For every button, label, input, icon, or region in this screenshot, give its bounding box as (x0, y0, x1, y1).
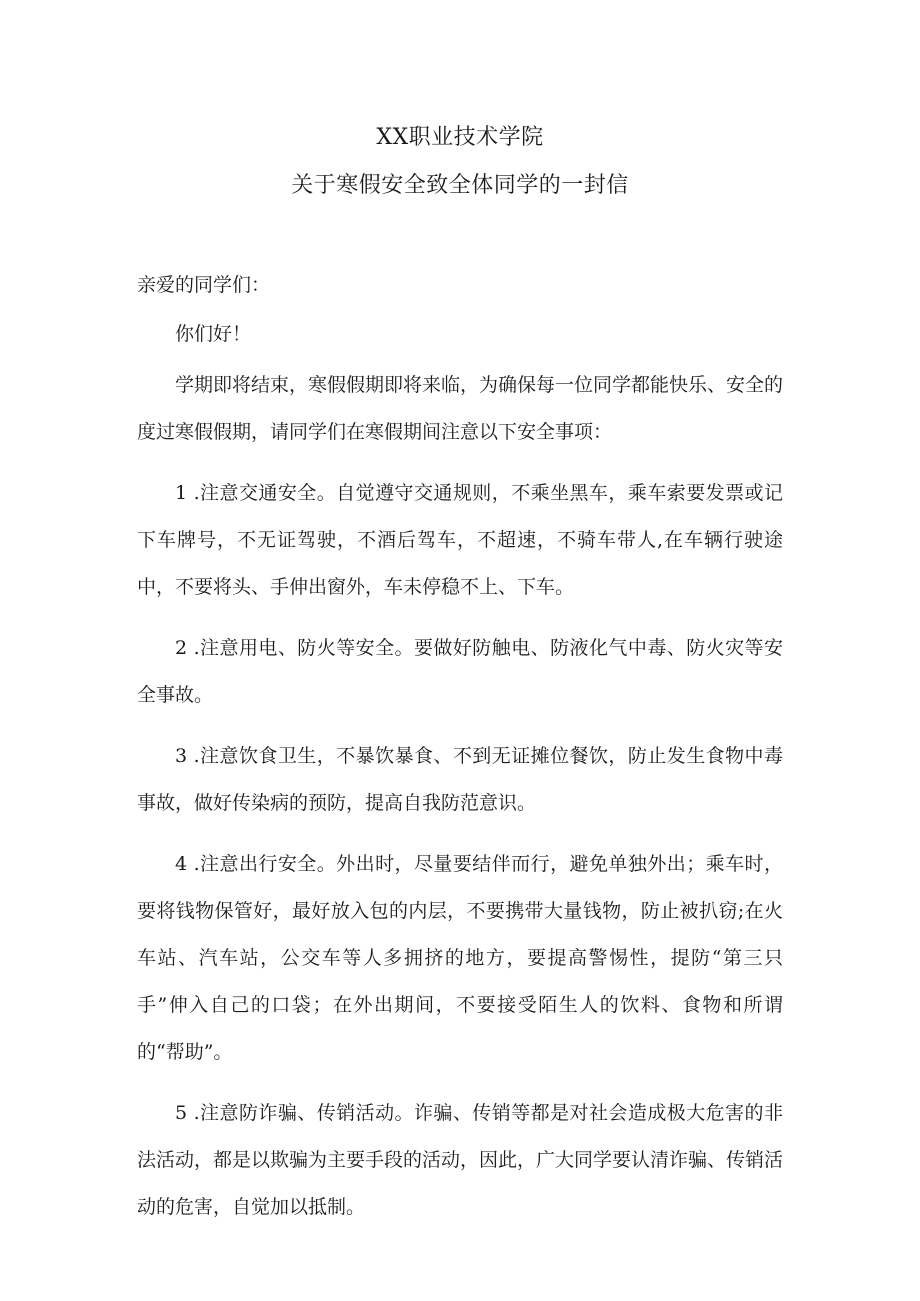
greeting: 你们好！ (175, 323, 252, 345)
safety-item-3: 3 .注意饮食卫生，不暴饮暴食、不到无证摊位餐饮，防止发生食物中毒事故，做好传染病的预防，提高自我防范意识。 (137, 745, 783, 814)
salutation: 亲爱的同学们： (137, 274, 271, 296)
intro-paragraph: 学期即将结束，寒假假期即将来临，为确保每一位同学都能快乐、安全的度过寒假假期，请同学们在寒假期间注意以下安全事项： (137, 374, 784, 443)
document-subtitle: 关于寒假安全致全体同学的一封信 (291, 173, 629, 198)
document-title: XX职业技术学院 (376, 125, 544, 150)
safety-item-2: 2 .注意用电、防火等安全。要做好防触电、防液化气中毒、防火灾等安全事故。 (137, 637, 783, 706)
safety-item-5: 5 .注意防诈骗、传销活动。诈骗、传销等都是对社会造成极大危害的非法活动，都是以欺骗为主要手段的活动，因此，广大同学要认清诈骗、传销活动的危害，自觉加以抵制。 (137, 1102, 784, 1218)
letter-body (137, 262, 783, 1245)
safety-item-4: 4 .注意出行安全。外出时，尽量要结伴而行，避免单独外出；乘车时，要将钱物保管好，最好放入包的内层，不要携带大量钱物，防止被扒窃;在火车站、汽车站，公交车等人多拥挤的地方，要提高警惕性，提防“第三只手”伸入自己的口袋；在外出期间，不要接受陌生人的饮料、食物和所谓的“帮助”。 (137, 853, 783, 1063)
safety-item-1: 1 .注意交通安全。自觉遵守交通规则，不乘坐黑车，乘车索要发票或记下车牌号，不无证驾驶，不酒后驾车，不超速，不骑车带人,在车辆行驶途中，不要将头、手伸出窗外，车未停稳不上、下车。 (137, 482, 783, 598)
